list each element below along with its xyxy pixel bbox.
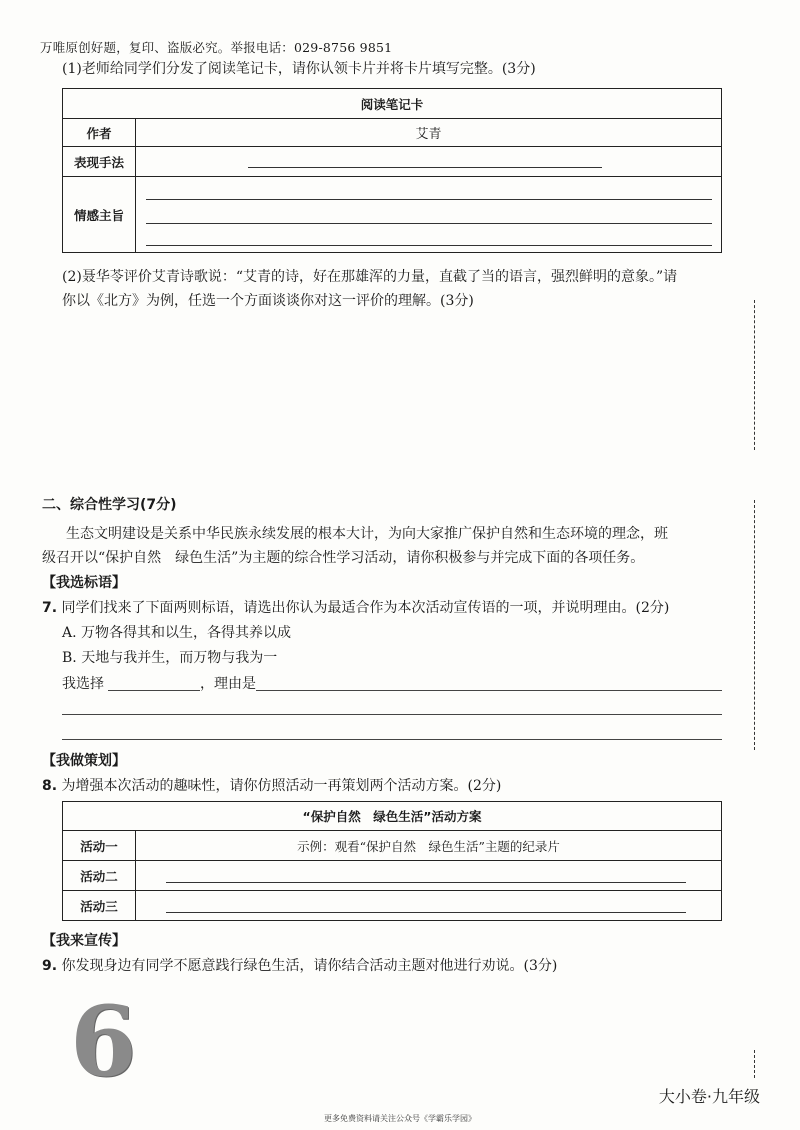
answer-line[interactable] [62, 739, 722, 740]
page-number: 6 [70, 985, 137, 1098]
copyright-notice: 万唯原创好题，复印、盗版必究。举报电话：029-8756 9851 [40, 40, 393, 55]
card-value-technique[interactable] [136, 147, 722, 177]
series-label: 大小卷·九年级 [658, 1087, 760, 1106]
q8-number: 8. [42, 778, 58, 794]
answer-line [146, 245, 712, 246]
plan-label-2: 活动二 [63, 861, 136, 891]
answer-line [248, 167, 602, 168]
q9-text: 你发现身边有同学不愿意践行绿色生活，请你结合活动主题对他进行劝说。(3分) [61, 958, 558, 974]
card-label-technique: 表现手法 [63, 147, 136, 177]
card-value-author: 艾青 [136, 119, 722, 147]
q6-1-prompt: (1)老师给同学们分发了阅读笔记卡，请你认领卡片并将卡片填写完整。(3分) [62, 61, 536, 77]
card-label-author: 作者 [63, 119, 136, 147]
q6-2-prompt-line1: (2)聂华苓评价艾青诗歌说：“艾青的诗，好在那雄浑的力量，直截了当的语言，强烈鲜明的意象。”请 [62, 269, 678, 285]
reading-note-card [62, 88, 722, 253]
q7-option-a: A. 万物各得其和以生，各得其养以成 [62, 625, 292, 641]
q7-reason-label: ，理由是 [200, 676, 256, 692]
q8-text: 为增强本次活动的趣味性，请你仿照活动一再策划两个活动方案。(2分) [61, 778, 502, 794]
q7-reason-blank[interactable] [256, 690, 722, 691]
plan-value-1: 示例：观看“保护自然 绿色生活”主题的纪录片 [136, 831, 722, 861]
answer-line[interactable] [62, 714, 722, 715]
q7-text: 同学们找来了下面两则标语，请选出你认为最适合作为本次活动宣传语的一项，并说明理由。(2分) [61, 600, 670, 616]
task-tag-slogan: 【我选标语】 [42, 575, 126, 591]
plan-label-3: 活动三 [63, 891, 136, 921]
plan-value-3[interactable] [136, 891, 722, 921]
answer-line [166, 882, 686, 883]
margin-rule [754, 500, 755, 750]
plan-label-1: 活动一 [63, 831, 136, 861]
q7-prompt [42, 597, 669, 619]
section-intro-line1: 生态文明建设是关系中华民族永续发展的根本大计，为向大家推广保护自然和生态环境的理念，班 [66, 526, 668, 542]
q6-2-prompt-line2: 你以《北方》为例，任选一个方面谈谈你对这一评价的理解。(3分) [62, 293, 474, 309]
footer-note: 更多免费资料请关注公众号《学霸乐学园》 [324, 1114, 476, 1123]
q7-choice-blank[interactable] [108, 690, 200, 691]
answer-line [146, 223, 712, 224]
card-title: 阅读笔记卡 [63, 89, 722, 119]
q9-number: 9. [42, 958, 58, 974]
q9-prompt [42, 955, 557, 977]
section-intro-line2: 级召开以“保护自然 绿色生活”为主题的综合性学习活动，请你积极参与并完成下面的各项任务。 [42, 550, 645, 566]
task-tag-promotion: 【我来宣传】 [42, 933, 126, 949]
activity-plan-table [62, 801, 722, 921]
q8-prompt [42, 775, 501, 797]
section-title: 二、综合性学习(7分) [42, 497, 177, 513]
task-tag-planning: 【我做策划】 [42, 753, 126, 769]
plan-value-2[interactable] [136, 861, 722, 891]
q7-choose-label: 我选择 [62, 676, 104, 692]
q7-number: 7. [42, 600, 58, 616]
answer-line [146, 199, 712, 200]
plan-title: “保护自然 绿色生活”活动方案 [63, 802, 722, 831]
margin-rule [754, 300, 755, 450]
answer-line [166, 912, 686, 913]
card-value-theme[interactable] [136, 177, 722, 253]
card-label-theme: 情感主旨 [63, 177, 136, 253]
margin-rule [754, 1050, 755, 1078]
q7-option-b: B. 天地与我并生，而万物与我为一 [62, 650, 278, 666]
